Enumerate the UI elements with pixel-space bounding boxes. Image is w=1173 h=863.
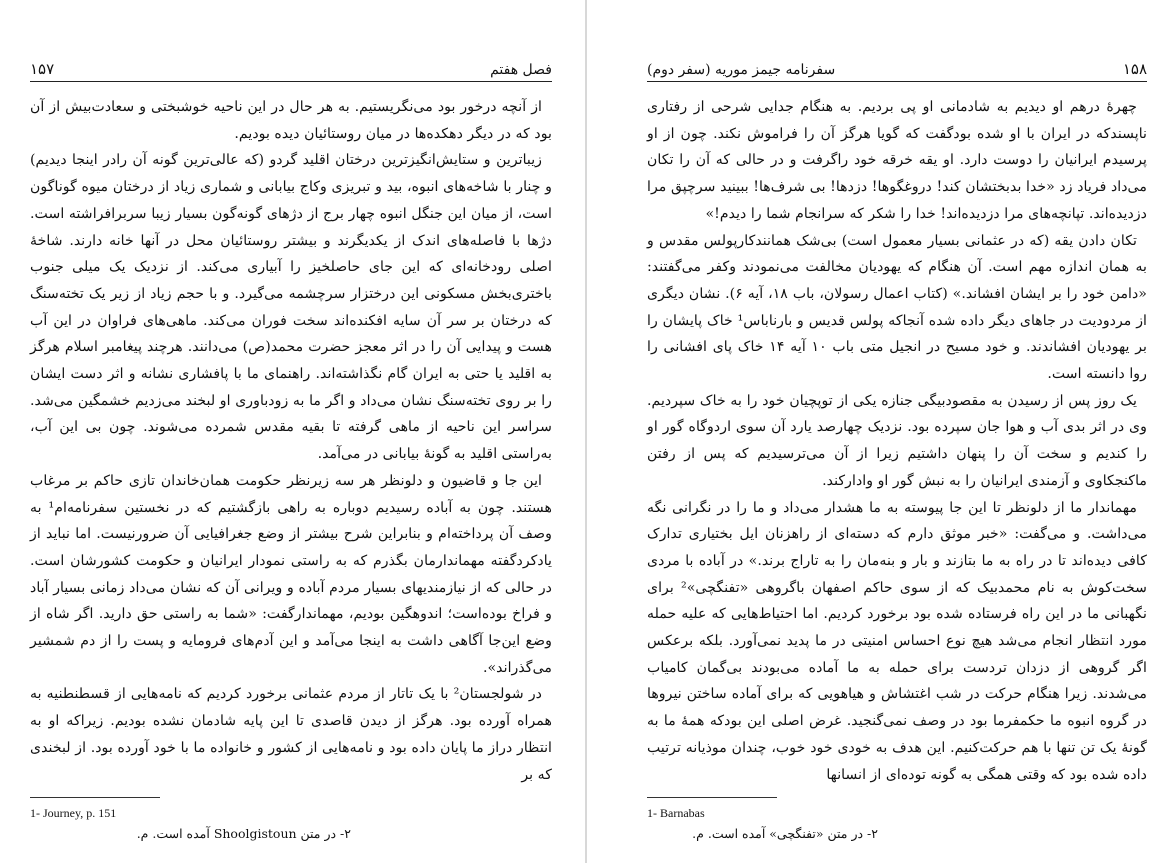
left-page-number: ۱۵۷: [30, 60, 55, 78]
paragraph: مهماندار ما از دلونظر تا این جا پیوسته به ما هشدار می‌داد و ما را در نگرانی نگه می‌داشت. و می‌گفت: «خبر موثق دارم که دسته‌ای از راهزنان ایل بختیاری تدارک کافی دیده‌اند تا در راه به ما بتازند و بار و بنه‌مان را به تاراج برند.» در آباده با مردی سخت‌کوش به نام محمدبیک که از سوی حاکم اصفهان باگروهی «تفنگچی»² برای نگهبانی ما در این راه فرستاده شده بود برخورد کردیم. اما احتیاط‌هایی که علیه حمله مورد انتظار انجام می‌شد هیچ نوع احساس امنیتی در ما پدید نمی‌آورد. بلکه برعکس اگر گروهی از دزدان تردست برای حمله به ما آماده می‌بودند بی‌گمان کامیاب می‌شدند. زیرا هنگام حرکت در شب اغتشاش و هیاهویی که برای آماده ساختن نیروها در گروه انبوه ما حکمفرما بود در وصف نمی‌گنجید. غرض اصلی این بودکه همهٔ ما به گونهٔ یک تن تنها با هم حرکت‌کنیم. این هدف به خودی خود خوب، چندان موذیانه ترتیب داده شده بود که وقتی همگی به گونه توده‌ای از انسانها: [647, 499, 1147, 783]
footnote-2: ۲- در متن Shoolgistoun آمده است. م.: [136, 826, 351, 841]
paragraph: زیباترین و ستایش‌انگیزترین درختان اقلید گردو (که عالی‌ترین گونه آن رادر اینجا دیدیم) و چنار با شاخه‌های انبوه، بید و تبریزی وکاج بیابانی و شماری زیاد از درختان میوه گوناگون است، از میان این جنگل انبوه چهار برج از دژهای گونه‌گون بسیار زیبا سربرافراشته است. دژها با فاصله‌های اندک از یکدیگرند و بیشتر روستائیان محل در آنها خانه دارند. شاخهٔ اصلی رودخانه‌ای که این جای حاصلخیز را آبیاری می‌کند. از نزدیک یک میلی جنوب باختری‌بخش مسکونی این درختزار سرچشمه می‌گیرد. و با حجم زیاد از زیر یک تخته‌سنگ که درختان بر سر آن سایه افکنده‌اند سخت فوران می‌کند. ماهی‌های فراوان در این آب هست و پیدایی آن را در اثر معجز حضرت محمد(ص) می‌دانند. هرچند پیغامبر اسلام هرگز به اقلید یا حتی به ایران گام نگذاشته‌اند. راهنمای ما با پافشاری نشانه و اثر دست ایشان را بر روی تخته‌سنگ نشان می‌داد و اگر ما به زودباوری او لبخند می‌زدیم خشمگین می‌شد. سراسر این ناحیه از ماهی گرفته تا بقیه مقدس شمرده می‌شوند. چون بی این آب، به‌راستی اقلید به گونهٔ بیابانی در می‌آمد.: [30, 152, 552, 463]
paragraph: چهرهٔ درهم او دیدیم به شادمانی او پی بردیم. به هنگام جدایی شرحی از رفتاری ناپسندکه در ایران با او شده بودگفت که گویا هرگز آن را فراموش نکند. چون از او پرسیدم ایرانیان را دوست دارد. او یقه خرقه خود راگرفت و در حالی که آن را تکان می‌داد فریاد زد «خدا بدبختشان کند! دروغگوها! دزدها! بی شرف‌ها! ببینید سرچپق مرا دزدیده‌اند. تپانچه‌های مرا دزدیده‌اند! خدا را شکر که سرانجام شما را دیدم!»: [647, 99, 1147, 222]
paragraph: تکان دادن یقه (که در عثمانی بسیار معمول است) بی‌شک همانندکارپولس مقدس و به همان اندازه مهم است. آن هنگام که یهودیان مخالفت می‌نمودند وکفر می‌گفتند: «دامن خود را بر ایشان افشاند.» (کتاب اعمال رسولان، باب ۱۸، آیه ۶). نشان دیگری از مردودیت در جاهای دیگر داده شده آنجاکه پولس قدیس و بارناباس¹ خاک پایشان را بر یهودیان افشاندند. و خود مسیح در انجیل متی باب ۱۰ آیه ۱۴ خاک پای افشانی را روا دانسته است.: [647, 232, 1147, 383]
paragraph: در شولجستان² با یک تاتار از مردم عثمانی برخورد کردیم که نامه‌هایی از قسطنطنیه به همراه آورده بود. هرگز از دیدن قاصدی تا این پایه شادمان نشده بودیم. زیراکه او به انتظار دراز ما پایان داده بود و نامه‌هایی از کشور و خانواده ما با خود آورده بود. از لبخندی که بر: [30, 686, 552, 783]
left-page-header: [30, 56, 552, 82]
right-page-number: ۱۵۸: [1122, 60, 1147, 78]
left-page: [0, 0, 586, 863]
left-page-body: [30, 94, 552, 788]
chapter-title: فصل هفتم: [490, 62, 552, 78]
book-title: سفرنامه جیمز موریه (سفر دوم): [647, 62, 836, 78]
footnote-1: 1- Barnabas: [647, 806, 705, 820]
right-page: [587, 0, 1173, 863]
footnote-divider: [647, 797, 777, 798]
paragraph: یک روز پس از رسیدن به مقصودبیگی جنازه یکی از توپچیان خود را به خاک سپردیم. وی در اثر بدی آب و هوا جان سپرده بود. نزدیک چهارصد یارد آن سوی اردوگاه گور او را کندیم و سخت آن را پنهان داشتیم زیرا از آن می‌ترسیدیم که پس از رفتن ماکنجکاوی و آزمندی ایرانیان را به نبش گور او وادارکند.: [647, 392, 1147, 489]
paragraph: از آنچه درخور بود می‌نگریستیم. به هر حال در این ناحیه خوشبختی و سعادت‌بیش از آن بود که در دیگر دهکده‌ها در میان روستائیان دیده بودیم.: [30, 99, 552, 142]
footnote-1: 1- Journey, p. 151: [30, 806, 117, 820]
footnote-divider: [30, 797, 160, 798]
right-page-body: [647, 94, 1147, 788]
footnote-2: ۲- در متن «تفنگچی» آمده است. م.: [692, 826, 878, 841]
paragraph: این جا و قاضیون و دلونظر هر سه زیرنظر حکومت همان‌خاندان تازی حاکم بر مرغاب هستند. چون به آباده رسیدیم دوباره به راهی بازگشتیم که در نخستین سفرنامه‌ام¹ به وصف آن پرداخته‌ام و بنابراین شرح بیشتر از وضع جغرافیایی آن ضرورنیست. اما نباید از یادکردگفته مهماندارمان بگذرم که به راستی نمودار ایرانیان و حکومت کشورشان است. در حالی که از نیازمندیهای بسیار مردم آباده و ویرانی آن که نشان می‌داد زمانی بسیار آباد و فراخ بوده‌است؛ اندوهگین بودیم، مهماندارگفت: «شما به راستی حق دارید. اگر شاه از وضع این‌جا آگاهی داشت به اینجا می‌آمد و این آدم‌های فرومایه و پست را از دم شمشیر می‌گذراند».: [30, 472, 552, 676]
right-page-header: [647, 56, 1147, 82]
